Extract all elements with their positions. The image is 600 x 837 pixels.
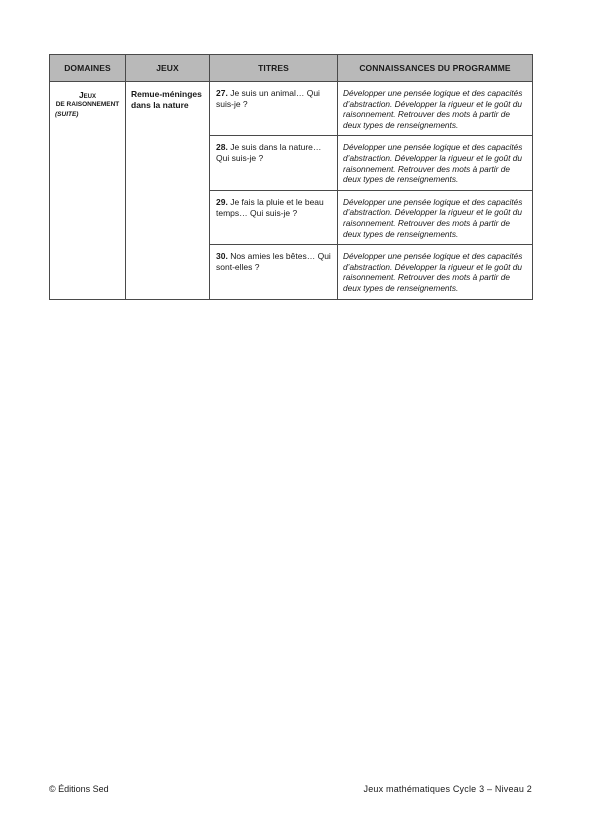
titre-number: 29.	[216, 196, 228, 207]
footer-copyright: © Éditions Sed	[49, 784, 109, 794]
titre-number: 30.	[216, 251, 228, 262]
titre-cell	[210, 190, 338, 244]
titre-number: 27.	[216, 88, 228, 98]
domain-title: Jeux	[78, 90, 97, 100]
domain-subtitle: DE RAISONNEMENT	[55, 101, 120, 108]
titre-text: Je fais la pluie et le beau temps… Qui suis-je ?	[216, 196, 324, 218]
titre-number: 28.	[216, 142, 228, 153]
connaissances-cell: Développer une pensée logique et des capacités d’abstraction. Développer la rigueur et le goût du raisonnement. Retrouver des mots à partir de deux types de renseignements.	[338, 136, 533, 190]
footer-book-title: Jeux mathématiques Cycle 3 – Niveau 2	[363, 784, 532, 794]
titre-cell	[210, 136, 338, 190]
connaissances-cell: Développer une pensée logique et des capacités d’abstraction. Développer la rigueur et le goût du raisonnement. Retrouver des mots à partir de deux types de renseignements.	[338, 82, 533, 136]
table-row	[50, 82, 533, 136]
header-jeux: JEUX	[126, 55, 210, 82]
domain-cell	[50, 82, 126, 300]
header-titres: TITRES	[210, 55, 338, 82]
titre-cell	[210, 245, 338, 299]
titre-cell	[210, 82, 338, 136]
connaissances-cell: Développer une pensée logique et des capacités d’abstraction. Développer la rigueur et le goût du raisonnement. Retrouver des mots à partir de deux types de renseignements.	[338, 190, 533, 244]
domain-continued: (SUITE)	[55, 111, 79, 118]
jeu-cell: Remue-méninges dans la nature	[126, 82, 210, 300]
program-table	[49, 54, 533, 300]
header-domaines: DOMAINES	[50, 55, 126, 82]
titre-text: Je suis un animal… Qui suis-je ?	[216, 88, 320, 109]
connaissances-cell: Développer une pensée logique et des capacités d’abstraction. Développer la rigueur et le goût du raisonnement. Retrouver des mots à partir de deux types de renseignements.	[338, 245, 533, 299]
titre-text: Nos amies les bêtes… Qui sont-elles ?	[216, 251, 331, 273]
titre-text: Je suis dans la nature… Qui suis-je ?	[216, 142, 322, 164]
header-connaissances: CONNAISSANCES DU PROGRAMME	[338, 55, 533, 82]
header-row	[50, 55, 533, 82]
